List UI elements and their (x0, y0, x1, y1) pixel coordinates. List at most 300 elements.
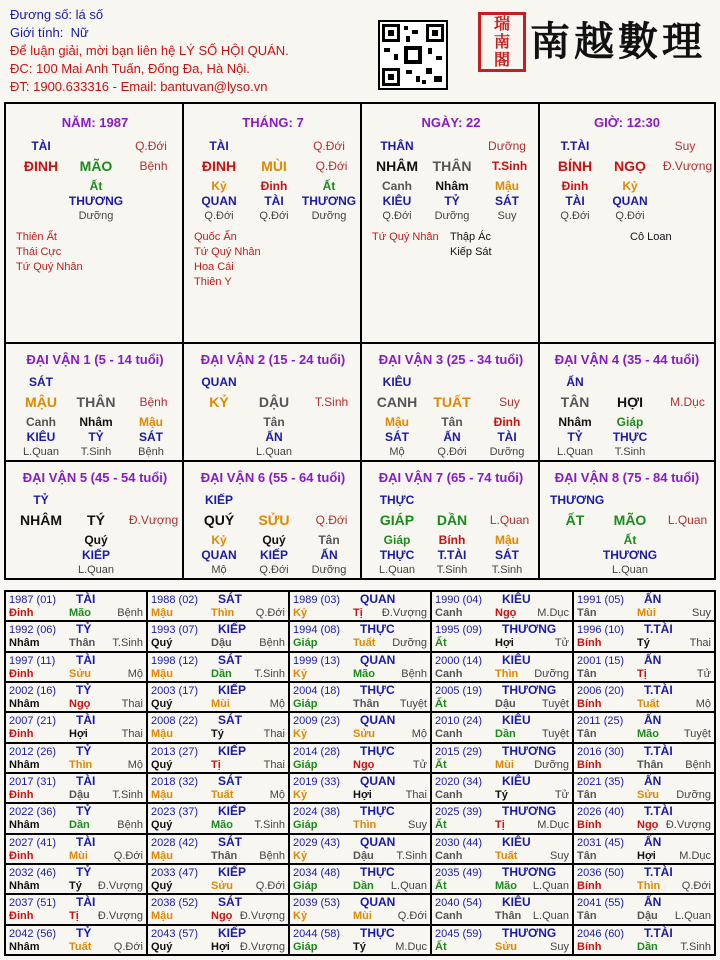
pillar-cell (362, 104, 540, 344)
year-branch: Dậu (211, 637, 232, 650)
pillar-branch: NGỌ (614, 158, 646, 174)
pillar-title: THÁNG: 7 (242, 115, 304, 130)
year-cell[interactable] (431, 894, 573, 924)
year-stem: Ất (435, 940, 447, 953)
year-stem: Kỷ (293, 910, 308, 923)
year-god: THỰC (360, 683, 395, 697)
year-branch: Tị (637, 667, 647, 680)
year-branch: Tuất (637, 698, 660, 710)
luck-period-cell[interactable] (540, 462, 714, 578)
luck-hidden-god: SÁT (495, 548, 519, 562)
luck-period-title: ĐẠI VẬN 1 (5 - 14 tuổi) (26, 352, 164, 367)
year-god: SÁT (218, 834, 242, 849)
year-label: 2011 (25) (577, 715, 624, 728)
year-branch: Thìn (495, 667, 519, 680)
phone-email-line[interactable]: ĐT: 1900.633316 - Email: bantuvan@lyso.vn (10, 79, 268, 94)
year-branch: Dậu (637, 910, 658, 923)
year-label: 2044 (58) (293, 927, 341, 940)
year-cell[interactable] (431, 803, 573, 833)
pillar-branch: MÃO (79, 158, 113, 174)
year-cell[interactable] (573, 652, 715, 682)
year-label: 2007 (21) (9, 715, 57, 728)
pillar-title: GIỜ: 12:30 (593, 115, 660, 130)
year-stem: Tân (577, 667, 597, 680)
luck-hidden-state: Q.Đới (437, 446, 467, 458)
year-cell[interactable] (5, 712, 147, 742)
year-cell[interactable] (289, 894, 431, 924)
year-stem: Nhâm (9, 819, 40, 832)
hidden-stem: Nhâm (435, 179, 469, 193)
luck-period-title: ĐẠI VẬN 6 (55 - 64 tuổi) (200, 470, 346, 485)
year-state: Tử (554, 789, 569, 801)
pillar-title: NGÀY: 22 (421, 115, 481, 130)
year-state: Dưỡng (534, 758, 569, 771)
year-label: 2018 (32) (151, 776, 199, 788)
year-cell[interactable] (289, 803, 431, 833)
luck-hidden-god: ẤN (443, 430, 461, 444)
year-cell[interactable] (289, 591, 431, 621)
year-god: QUAN (360, 774, 396, 788)
year-cell[interactable] (147, 743, 289, 773)
year-stem: Canh (435, 789, 463, 801)
year-cell[interactable] (147, 621, 289, 651)
luck-hidden-state: Dưỡng (489, 446, 525, 458)
year-branch: Tuất (353, 637, 376, 650)
year-god: TÀI (76, 834, 96, 849)
pillar-stem: ĐINH (201, 158, 237, 174)
year-stem: Đinh (9, 910, 34, 923)
year-god: THỰC (360, 622, 395, 637)
year-cell[interactable] (289, 834, 431, 864)
year-cell[interactable] (573, 621, 715, 651)
year-state: Đ.Vượng (665, 819, 711, 832)
luck-period-title: ĐẠI VẬN 7 (65 - 74 tuổi) (378, 470, 524, 485)
year-branch: Thìn (69, 758, 93, 771)
luck-hidden-state: T.Sinh (80, 446, 112, 458)
year-cell[interactable] (431, 834, 573, 864)
year-god: T.TÀI (644, 743, 673, 758)
year-stem: Ất (435, 698, 447, 710)
year-cell[interactable] (147, 591, 289, 621)
year-branch: Mùi (495, 758, 514, 771)
year-god: TỶ (76, 925, 92, 940)
year-branch: Tý (211, 728, 224, 741)
year-state: L.Quan (532, 880, 569, 892)
year-label: 2032 (46) (9, 867, 57, 879)
year-cell[interactable] (289, 712, 431, 742)
year-cell[interactable] (431, 773, 573, 803)
year-state: T.Sinh (254, 819, 285, 832)
luck-hidden-state: L.Quan (611, 564, 649, 576)
year-stem: Giáp (293, 940, 318, 953)
year-cell[interactable] (289, 773, 431, 803)
year-label: 1998 (12) (151, 654, 199, 667)
luck-period-title: ĐẠI VẬN 4 (35 - 44 tuổi) (554, 352, 700, 367)
year-cell[interactable] (573, 743, 715, 773)
year-cell[interactable] (289, 864, 431, 894)
year-cell[interactable] (573, 712, 715, 742)
year-stem: Tân (577, 728, 597, 741)
luck-hidden-god: ẤN (320, 548, 338, 562)
year-god: T.TÀI (644, 804, 673, 819)
star-label: Tứ Quý Nhân (372, 231, 439, 243)
luck-state: L.Quan (667, 513, 708, 527)
year-cell[interactable] (147, 682, 289, 712)
year-state: Đ.Vượng (239, 940, 285, 953)
year-cell[interactable] (5, 621, 147, 651)
year-state: Q.Đới (397, 910, 427, 923)
year-stem: Ất (435, 819, 447, 832)
year-label: 2029 (43) (293, 836, 341, 849)
year-branch: Mão (495, 880, 517, 892)
year-label: 2014 (28) (293, 745, 341, 758)
luck-branch: TUẤT (433, 394, 471, 410)
year-cell[interactable] (5, 773, 147, 803)
pillar-stem-god: T.TÀI (560, 139, 590, 153)
luck-hidden-god: KIẾP (259, 548, 288, 562)
year-state: Q.Đới (113, 849, 143, 862)
luck-period-cell[interactable] (362, 462, 540, 578)
year-god: KIẾP (218, 683, 247, 697)
year-stem: Bính (577, 880, 602, 892)
hidden-state: Q.Đới (382, 210, 412, 222)
year-cell[interactable] (147, 803, 289, 833)
year-branch: Thân (495, 910, 522, 923)
year-cell[interactable] (147, 773, 289, 803)
year-god: QUAN (360, 713, 396, 728)
year-branch: Hợi (495, 637, 514, 650)
luck-period-cell[interactable] (362, 344, 540, 462)
year-stem: Ất (435, 637, 447, 650)
year-stem: Đinh (9, 789, 34, 801)
year-label: 1991 (05) (577, 594, 625, 606)
year-cell[interactable] (147, 894, 289, 924)
luck-stem-god: THƯƠNG (550, 493, 605, 507)
year-cell[interactable] (431, 652, 573, 682)
year-stem: Tân (577, 910, 597, 923)
year-branch: Dần (211, 667, 232, 680)
year-cell[interactable] (289, 682, 431, 712)
year-label: 2025 (39) (435, 806, 483, 819)
year-stem: Đinh (9, 849, 34, 862)
luck-period-title: ĐẠI VẬN 5 (45 - 54 tuổi) (22, 470, 168, 485)
year-state: Bệnh (259, 849, 285, 862)
year-label: 1988 (02) (151, 594, 199, 606)
luck-hidden-state: L.Quan (77, 564, 115, 576)
year-god: T.TÀI (644, 622, 673, 637)
year-cell[interactable] (431, 682, 573, 712)
year-state: Tử (412, 758, 427, 771)
year-stem: Quý (151, 940, 173, 953)
year-state: Mộ (127, 758, 143, 771)
pillar-stem-state: Q.Đới (135, 139, 167, 153)
luck-stem: MẬU (25, 394, 57, 410)
year-cell[interactable] (5, 864, 147, 894)
year-stem: Quý (151, 698, 173, 710)
pillar-branch-state: Bệnh (139, 159, 168, 173)
year-branch: Tuất (495, 849, 518, 862)
luck-hidden-stem: Mậu (495, 533, 519, 547)
year-cell[interactable] (289, 652, 431, 682)
luck-state: Suy (499, 395, 520, 409)
luck-hidden-state: Mộ (389, 446, 405, 458)
year-label: 2041 (55) (577, 897, 625, 910)
year-cell[interactable] (5, 894, 147, 924)
luck-state: Q.Đới (315, 513, 348, 527)
luck-stem-god: QUAN (201, 375, 237, 389)
year-cell[interactable] (573, 773, 715, 803)
luck-period-cell[interactable] (184, 344, 362, 462)
year-stem: Kỷ (293, 667, 308, 680)
year-state: Bệnh (401, 667, 427, 680)
year-cell[interactable] (573, 894, 715, 924)
luck-hidden-god: TỶ (567, 430, 583, 444)
year-cell[interactable] (573, 591, 715, 621)
year-stem: Kỷ (293, 789, 308, 801)
year-cell[interactable] (5, 834, 147, 864)
year-label: 2023 (37) (151, 806, 199, 819)
luck-period-cell[interactable] (6, 344, 184, 462)
luck-hidden-stem: Giáp (616, 415, 644, 429)
year-stem: Tân (577, 789, 597, 801)
year-cell[interactable] (147, 864, 289, 894)
year-branch: Dậu (69, 789, 90, 801)
year-cell[interactable] (289, 925, 431, 955)
luck-hidden-god: TÀI (497, 430, 517, 444)
pillar-branch-state: Q.Đới (315, 159, 348, 173)
year-cell[interactable] (573, 834, 715, 864)
year-god: KIẾP (218, 865, 247, 879)
year-cell[interactable] (573, 682, 715, 712)
year-god: KIÊU (502, 774, 531, 788)
luck-period-title: ĐẠI VẬN 8 (75 - 84 tuổi) (554, 470, 700, 485)
luck-hidden-stem: Tân (441, 415, 463, 429)
year-branch: Tý (69, 880, 82, 892)
luck-period-cell[interactable] (184, 462, 362, 578)
year-god: THƯƠNG (502, 622, 557, 637)
luck-state: Đ.Vượng (128, 513, 179, 527)
year-stem: Quý (151, 880, 173, 892)
year-state: M.Dục (537, 819, 569, 832)
year-branch: Sửu (69, 667, 92, 680)
year-state: Tử (554, 637, 569, 650)
year-god: THỰC (360, 743, 395, 758)
star-label: Thái Cực (16, 246, 62, 258)
year-cell[interactable] (431, 743, 573, 773)
year-label: 2012 (26) (9, 745, 57, 758)
year-label: 2035 (49) (435, 867, 483, 879)
year-branch: Tị (211, 758, 221, 771)
year-branch: Mão (211, 819, 233, 832)
luck-hidden-god: KIÊU (26, 430, 56, 444)
hidden-god: QUAN (612, 194, 648, 208)
luck-stem: TÂN (560, 394, 590, 410)
luck-branch: DẦN (436, 512, 468, 528)
year-state: Q.Đới (113, 940, 143, 953)
luck-state: T.Sinh (314, 395, 349, 409)
hidden-god: THƯƠNG (301, 194, 357, 208)
year-stem: Canh (435, 728, 463, 741)
year-cell[interactable] (573, 864, 715, 894)
year-state: Dưỡng (676, 789, 711, 801)
year-branch: Thân (69, 637, 96, 650)
year-state: Tuyệt (541, 698, 569, 710)
year-state: Đ.Vượng (381, 607, 427, 619)
year-cell[interactable] (147, 925, 289, 955)
year-cell[interactable] (289, 621, 431, 651)
star-label: Cô Loan (630, 231, 672, 243)
luck-hidden-god: QUAN (201, 548, 237, 562)
pillar-cell (184, 104, 362, 344)
luck-hidden-god: T.TÀI (437, 548, 467, 562)
year-god: THỰC (360, 925, 395, 940)
qr-code-icon[interactable] (378, 20, 448, 90)
hidden-state: Q.Đới (259, 210, 289, 222)
luck-period-cell[interactable] (6, 462, 184, 578)
hidden-stem: Đinh (561, 179, 589, 193)
year-label: 2001 (15) (577, 654, 625, 667)
year-god: THƯƠNG (502, 804, 557, 819)
year-god: KIẾP (218, 804, 247, 819)
year-cell[interactable] (147, 652, 289, 682)
star-label: Tứ Quý Nhân (194, 246, 261, 258)
year-branch: Thân (353, 698, 380, 710)
year-branch: Mùi (637, 607, 656, 619)
year-label: 2005 (19) (435, 685, 483, 697)
year-god: KIÊU (502, 652, 531, 667)
year-state: Bệnh (685, 758, 711, 771)
year-branch: Thìn (637, 880, 661, 892)
hidden-state: Dưỡng (311, 210, 347, 222)
year-stem: Nhâm (9, 758, 40, 771)
year-stem: Tân (577, 849, 597, 862)
year-branch: Tị (353, 607, 363, 619)
year-state: Tuyệt (399, 698, 427, 710)
luck-stem-god: TỶ (33, 493, 49, 507)
year-stem: Giáp (293, 698, 318, 710)
year-stem: Nhâm (9, 698, 40, 710)
year-branch: Ngọ (69, 698, 91, 710)
luck-branch: SỬU (258, 512, 290, 528)
luck-hidden-stem: Nhâm (558, 415, 592, 429)
year-cell[interactable] (431, 925, 573, 955)
luck-stem-god: SÁT (29, 375, 53, 389)
luck-hidden-stem: Mậu (139, 415, 163, 429)
year-state: Mộ (269, 789, 285, 801)
year-label: 2026 (40) (577, 806, 625, 819)
year-god: ẤN (644, 652, 662, 667)
luck-stem: ẤT (565, 512, 585, 528)
pillar-stem-state: Q.Đới (313, 139, 345, 153)
luck-hidden-state: T.Sinh (491, 564, 523, 576)
year-label: 2040 (54) (435, 897, 483, 910)
year-label: 2043 (57) (151, 927, 199, 940)
year-god: QUAN (360, 834, 396, 849)
year-state: Thai (121, 698, 143, 710)
year-cell[interactable] (431, 864, 573, 894)
year-state: Suy (550, 849, 569, 862)
year-branch: Hợi (211, 940, 230, 953)
contact-line: Để luận giải, mời bạn liên hệ LÝ SỐ HỘI QUÁN. (10, 43, 289, 58)
year-cell[interactable] (573, 803, 715, 833)
year-stem: Đinh (9, 607, 34, 619)
year-branch: Sửu (495, 940, 518, 953)
year-stem: Ất (435, 758, 447, 771)
year-label: 1996 (10) (577, 624, 625, 637)
year-cell[interactable] (5, 591, 147, 621)
year-label: 2016 (30) (577, 745, 625, 758)
luck-stem: NHÂM (20, 512, 62, 528)
year-label: 2039 (53) (293, 897, 341, 910)
year-branch: Hợi (69, 728, 88, 741)
year-state: Bệnh (117, 607, 143, 619)
luck-branch: THÂN (76, 394, 116, 410)
year-god: T.TÀI (644, 865, 673, 879)
year-state: T.Sinh (396, 849, 427, 862)
hidden-state: Q.Đới (615, 210, 645, 222)
year-cell[interactable] (431, 712, 573, 742)
year-branch: Ngọ (637, 819, 659, 832)
year-label: 2022 (36) (9, 806, 57, 819)
luck-branch: DẬU (258, 394, 290, 410)
year-cell[interactable] (5, 925, 147, 955)
year-stem: Kỷ (293, 607, 308, 619)
hidden-state: Q.Đới (560, 210, 590, 222)
year-state: Bệnh (117, 819, 143, 832)
year-cell[interactable] (431, 591, 573, 621)
year-cell[interactable] (5, 682, 147, 712)
star-label: Quốc Ấn (194, 231, 237, 243)
year-cell[interactable] (5, 743, 147, 773)
year-stem: Giáp (293, 637, 318, 650)
hidden-stem: Ất (322, 179, 336, 193)
year-label: 1993 (07) (151, 624, 199, 637)
year-god: T.TÀI (644, 925, 673, 940)
year-state: Mộ (127, 667, 143, 680)
year-branch: Mão (353, 667, 375, 680)
year-stem: Canh (435, 667, 463, 680)
pillar-stem-state: Dưỡng (488, 139, 526, 153)
year-branch: Mão (69, 607, 91, 619)
hidden-state: Dưỡng (78, 210, 114, 222)
year-cell[interactable] (147, 834, 289, 864)
luck-period-cell[interactable] (540, 344, 714, 462)
year-cell[interactable] (289, 743, 431, 773)
year-cell[interactable] (147, 712, 289, 742)
year-state: Mộ (695, 698, 711, 710)
year-god: TÀI (76, 713, 96, 728)
year-cell[interactable] (573, 925, 715, 955)
luck-branch: HỢI (617, 394, 643, 410)
year-label: 2038 (52) (151, 897, 199, 910)
year-state: Thai (121, 728, 143, 741)
year-cell[interactable] (5, 652, 147, 682)
year-label: 2045 (59) (435, 927, 483, 940)
year-cell[interactable] (5, 803, 147, 833)
luck-hidden-stem: Ất (623, 533, 637, 547)
year-cell[interactable] (431, 621, 573, 651)
luck-period-title: ĐẠI VẬN 2 (15 - 24 tuổi) (200, 352, 346, 367)
luck-stem: CANH (376, 394, 418, 410)
pillar-branch: THÂN (432, 158, 472, 174)
hidden-stem: Kỷ (622, 179, 638, 193)
luck-hidden-stem: Đinh (493, 415, 521, 429)
year-label: 2000 (14) (435, 654, 483, 667)
pillar-branch-state: T.Sinh (491, 159, 528, 173)
year-state: Suy (550, 940, 569, 953)
year-state: Thai (263, 728, 285, 741)
year-label: 2010 (24) (435, 715, 483, 728)
